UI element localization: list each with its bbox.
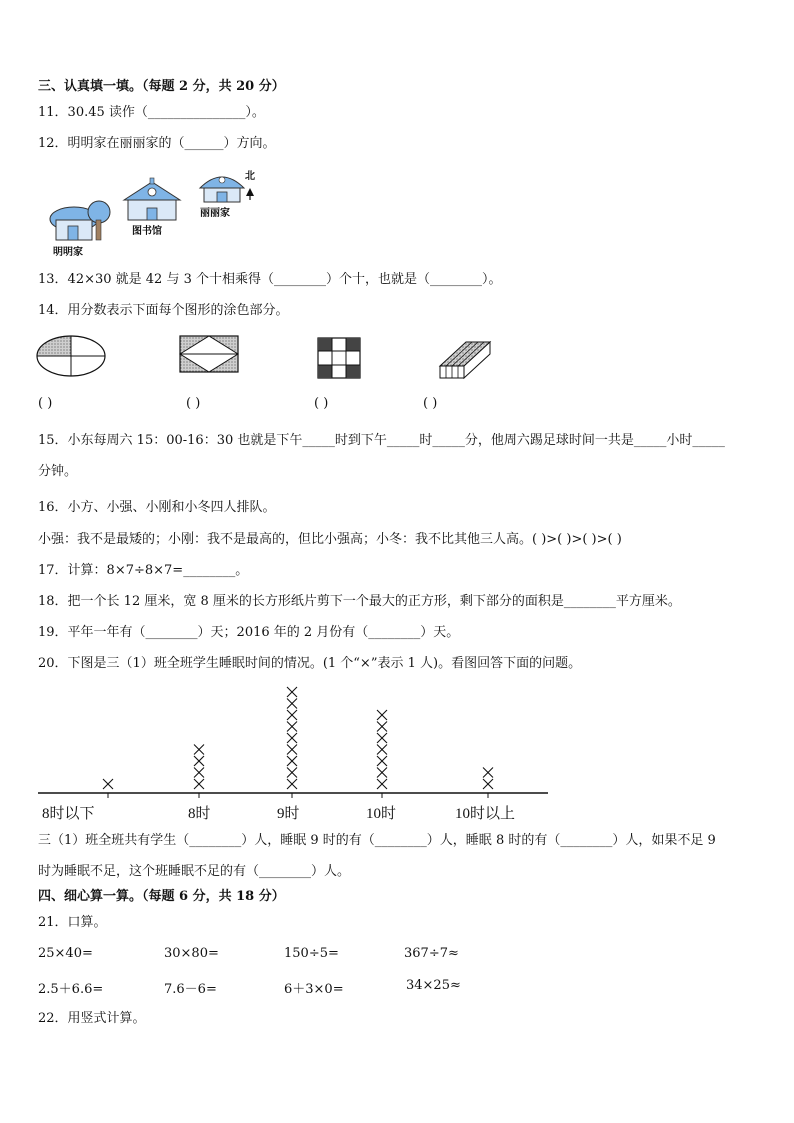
cross-marker (377, 768, 387, 778)
library-icon (124, 178, 180, 220)
question-22: 22．用竖式计算。 (38, 1011, 146, 1026)
blank-grid: ( ) (314, 396, 329, 411)
library-label: 图书馆 (132, 226, 162, 237)
cross-marker (377, 756, 387, 766)
cross-marker (287, 722, 297, 732)
fraction-shapes (36, 334, 506, 384)
calc-3: 150÷5= (284, 946, 339, 961)
section4-heading: 四、细心算一算。（每题 6 分，共 18 分） (38, 889, 285, 904)
calc-1: 25×40= (38, 946, 93, 961)
question-18: 18．把一个长 12 厘米，宽 8 厘米的长方形纸片剪下一个最大的正方形，剩下部分的面积是________平方厘米。 (38, 594, 681, 609)
blank-diamond: ( ) (186, 396, 201, 411)
category-label: 9时 (277, 806, 300, 822)
lili-label: 丽丽家 (200, 208, 230, 219)
ellipse-shape (37, 336, 105, 376)
category-label: 8时以下 (42, 806, 95, 822)
category-label: 8时 (188, 806, 211, 822)
question-14: 14．用分数表示下面每个图形的涂色部分。 (38, 303, 289, 318)
question-15-line1: 15．小东每周六 15：00-16：30 也就是下午_____时到下午_____时_____分，他周六踢足球时间一共是_____小时_____ (38, 433, 725, 448)
cross-marker (377, 722, 387, 732)
cross-marker (483, 779, 493, 789)
cross-marker (194, 779, 204, 789)
mingming-house-icon (50, 201, 110, 240)
diamond-rect-shape (180, 336, 238, 372)
section3-heading: 三、认真填一填。（每题 2 分，共 20 分） (38, 79, 285, 94)
mingming-label: 明明家 (53, 247, 83, 258)
question-20-answer-line2: 时为睡眠不足，这个班睡眠不足的有（________）人。 (38, 864, 351, 879)
cross-marker (377, 779, 387, 789)
cross-marker (287, 733, 297, 743)
grid-shape (318, 338, 360, 378)
calc-7: 6＋3×0= (284, 982, 344, 997)
question-21: 21．口算。 (38, 915, 107, 930)
category-label: 10时以上 (455, 806, 516, 822)
question-16-line1: 16．小方、小强、小刚和小冬四人排队。 (38, 500, 276, 515)
question-16-line2: 小强：我不是最矮的；小刚：我不是最高的，但比小强高；小冬：我不比其他三人高。( )>( )>( )>( ) (38, 532, 622, 547)
cross-marker (194, 768, 204, 778)
calc-2: 30×80= (164, 946, 219, 961)
cross-marker (194, 756, 204, 766)
calc-6: 7.6－6= (164, 982, 217, 997)
question-13: 13．42×30 就是 42 与 3 个十相乘得（________）个十，也就是（________）。 (38, 272, 502, 287)
cross-marker (287, 756, 297, 766)
cross-marker (287, 745, 297, 755)
cross-marker (287, 699, 297, 709)
question-20: 20．下图是三（1）班全班学生睡眠时间的情况。(1 个“×”表示 1 人)。看图回答下面的问题。 (38, 656, 582, 671)
cross-marker (287, 710, 297, 720)
cross-marker (377, 733, 387, 743)
calc-8: 34×25≈ (406, 978, 461, 993)
cross-marker (287, 768, 297, 778)
cross-marker (483, 768, 493, 778)
cross-marker (377, 710, 387, 720)
cross-marker (377, 745, 387, 755)
calc-4: 367÷7≈ (404, 946, 459, 961)
question-17: 17．计算：8×7÷8×7=________。 (38, 563, 249, 578)
question-19: 19．平年一年有（________）天；2016 年的 2 月份有（________）天。 (38, 625, 460, 640)
blank-bars: ( ) (423, 396, 438, 411)
question-11: 11．30.45 读作（_______________）。 (38, 105, 265, 120)
cross-marker (287, 687, 297, 697)
question-15-line2: 分钟。 (38, 464, 78, 479)
sleep-dot-plot (36, 676, 556, 806)
blank-ellipse: ( ) (38, 396, 53, 411)
cross-marker (103, 779, 113, 789)
category-label: 10时 (366, 806, 397, 822)
question-12: 12．明明家在丽丽家的（______）方向。 (38, 136, 276, 151)
calc-5: 2.5＋6.6= (38, 982, 104, 997)
question-20-answer-line1: 三（1）班全班共有学生（________）人，睡眠 9 时的有（________）人，睡眠 8 时的有（________）人，如果不足 9 (38, 833, 716, 848)
lili-house-icon (200, 177, 244, 202)
north-arrow-icon (246, 188, 254, 200)
north-label: 北 (245, 171, 255, 182)
cross-marker (287, 779, 297, 789)
cross-marker (194, 745, 204, 755)
bars-shape (440, 342, 490, 378)
